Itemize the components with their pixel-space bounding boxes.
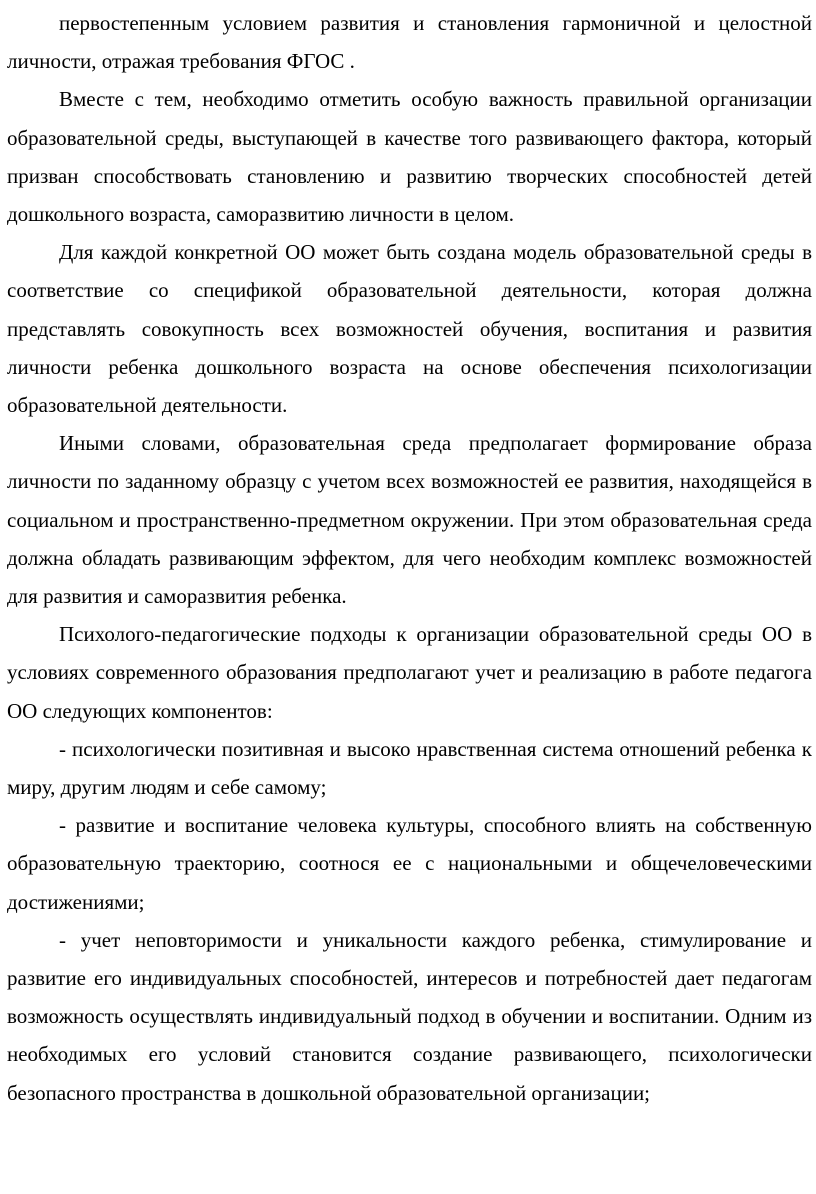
paragraph-continuation: первостепенным условием развития и становления гармоничной и целостной личности, отражая требования ФГОС . <box>7 11 812 74</box>
paragraph-environment-importance: Вместе с тем, необходимо отметить особую важность правильной организации образовательной среды, выступающей в качестве того развивающего фактора, который призван способствовать становлению и развитию творческих способностей детей дошкольного возраста, саморазвитию личности в целом. <box>7 87 812 227</box>
paragraph-approaches: Психолого-педагогические подходы к организации образовательной среды ОО в условиях современного образования предполагают учет и реализацию в работе педагога ОО следующих компонентов: <box>7 622 812 723</box>
paragraph-environment-model: Для каждой конкретной ОО может быть создана модель образовательной среды в соответствие со спецификой образовательной деятельности, которая должна представлять совокупность всех возможностей обучения, воспитания и развития личности ребенка дошкольного возраста на основе обеспечения психологизации образовательной деятельности. <box>7 240 812 418</box>
list-item-culture: - развитие и воспитание человека культуры, способного влиять на собственную образовательную траекторию, соотнося ее с национальными и общечеловеческими достижениями; <box>7 813 812 914</box>
list-item-relations: - психологически позитивная и высоко нравственная система отношений ребенка к миру, другим людям и себе самому; <box>7 736 812 800</box>
list-item-uniqueness: - учет неповторимости и уникальности каждого ребенка, стимулирование и развитие его индивидуальных способностей, интересов и потребностей дает педагогам возможность осуществлять индивидуальный подход в обучении и воспитании. Одним из необходимых его условий становится создание развивающего, психологически безопасного пространства в дошкольной образовательной организации; <box>7 927 812 1105</box>
paragraph-other-words: Иными словами, образовательная среда предполагает формирование образа личности по заданному образцу с учетом всех возможностей ее развития, находящейся в социальном и пространственно-предметном окружении. При этом образовательная среда должна обладать развивающим эффектом, для чего необходим комплекс возможностей для развития и саморазвития ребенка. <box>7 431 812 609</box>
